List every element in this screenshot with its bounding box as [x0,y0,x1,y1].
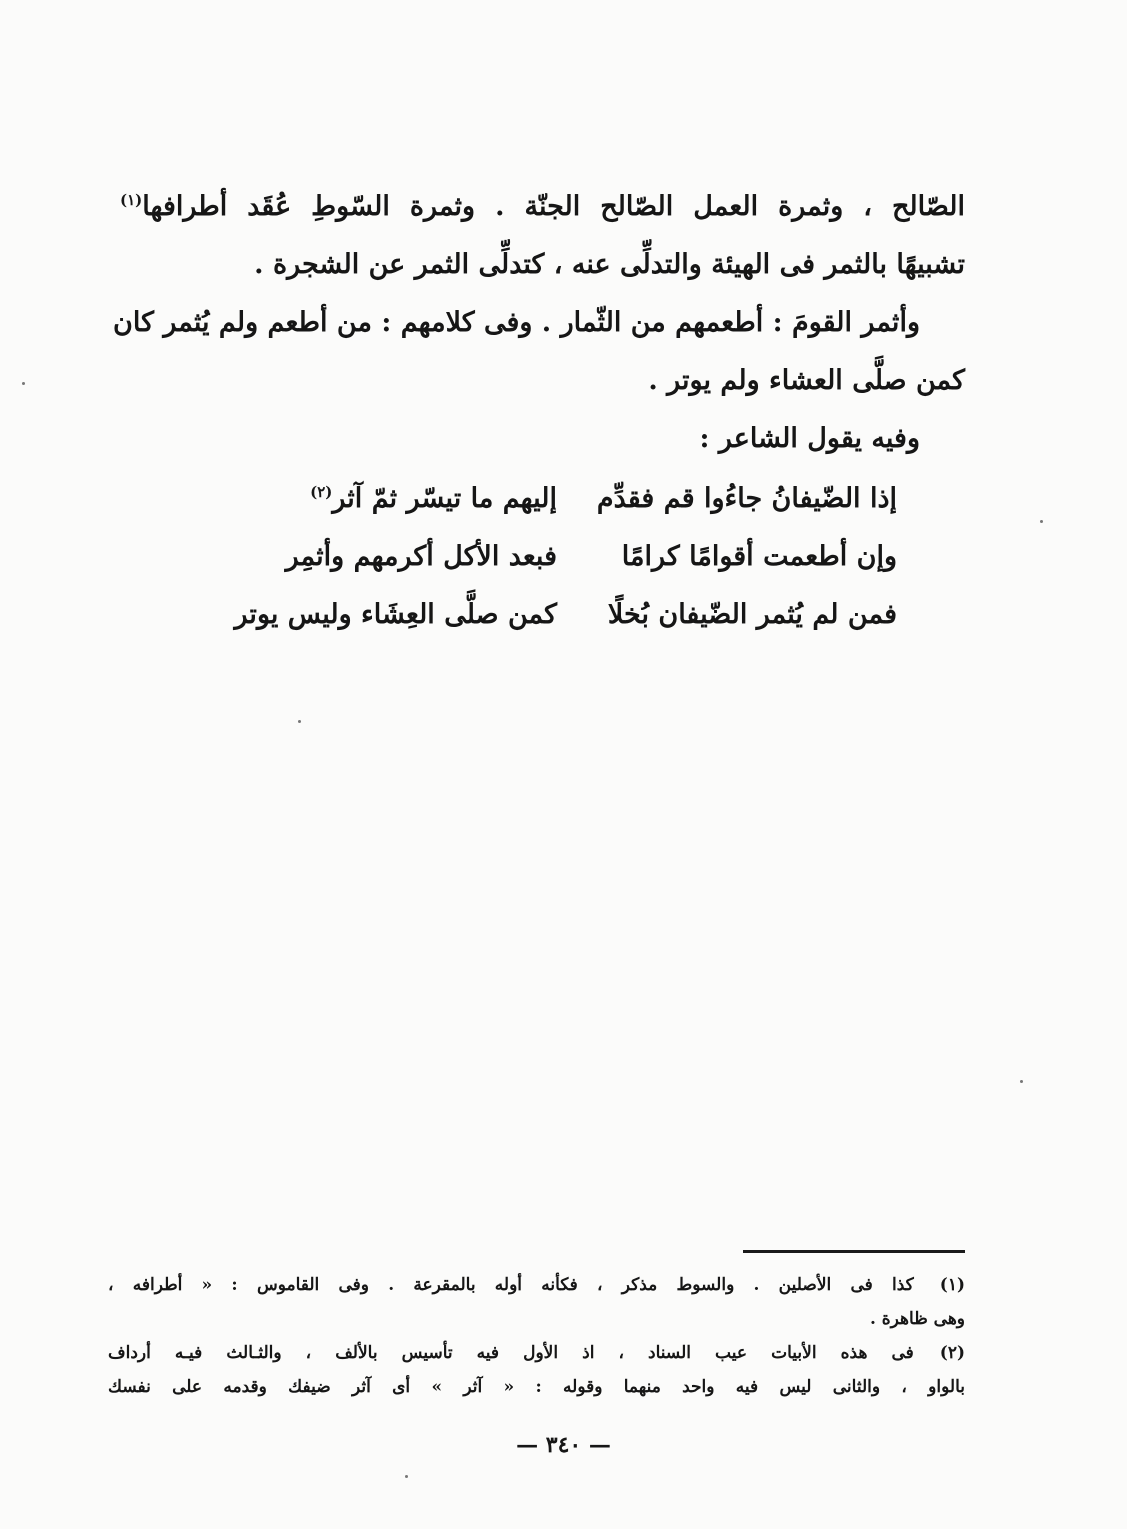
text-line-2: تشبيهًا بالثمر فى الهيئة والتدلِّى عنه ، كتدلِّى الثمر عن الشجرة . [254,249,965,280]
poem-verse-2 [177,528,897,586]
footnote-1-line-2: وهى ظاهرة . [869,1309,965,1329]
scan-speck [1020,1080,1023,1083]
scan-speck [22,382,25,385]
text-line-1: الصّالح ، وثمرة العمل الصّالح الجنّة . وثمرة السّوطِ عُقَد أطرافها$^{(١)}$ [120,191,965,222]
footnote-2-line-2: بالواو ، والثانى ليس فيه واحد منهما وقوله : « آثر » أى آثر ضيفك وقدمه على نفسك [108,1377,965,1397]
verse-second-hemistich: فبعد الأكل أكرمهم وأثمِر [285,541,557,572]
footnote-1-line-1: (١)كذا فى الأصلين . والسوط مذكر ، فكأنه أوله بالمقرعة . وفى القاموس : « أطرافه ، [108,1268,965,1302]
verse-first-hemistich: إذا الضّيفانُ جاءُوا قم فقدِّم [596,483,897,514]
verse-first-hemistich: وإن أطعمت أقوامًا كرامًا [621,541,897,572]
text-line-3: وأثمر القومَ : أطعمهم من الثّمار . وفى كلامهم : من أطعم ولم يُثمر كان [113,307,920,338]
scan-speck [298,720,301,723]
page-number: — ٣٤٠ — [516,1432,611,1458]
footnote-2-line-1: (٢)فى هذه الأبيات عيب السناد ، اذ الأول فيه تأسيس بالألف ، والثـالث فيـه أرداف [108,1336,965,1370]
verse-second-hemistich: إليهم ما تيسّر ثمّ آثر$^{(٢)}$ [310,483,557,514]
poem-verse-1 [177,470,897,528]
verse-second-hemistich: كمن صلَّى العِشَاء وليس يوتر [234,599,557,630]
poem-intro: وفيه يقول الشاعر : [699,423,920,454]
text-line-4: كمن صلَّى العشاء ولم يوتر . [648,365,965,396]
poem [177,470,897,644]
footnote-separator [743,1250,965,1253]
scan-speck [1040,520,1043,523]
footnotes [108,1268,965,1404]
poem-verse-3 [177,586,897,644]
footnote-ref-1[interactable]: (١) [120,191,143,209]
verse-first-hemistich: فمن لم يُثمر الضّيفان بُخلًا [607,599,897,630]
footnote-2-number: (٢) [939,1343,965,1363]
footnote-ref-2[interactable]: (٢) [310,483,333,501]
main-text [113,178,965,468]
footnote-1-number: (١) [939,1275,965,1295]
scan-speck [405,1475,408,1478]
